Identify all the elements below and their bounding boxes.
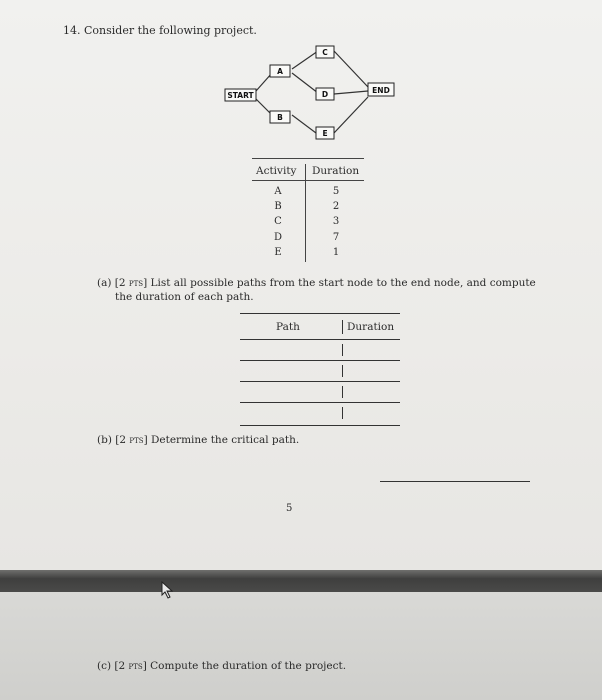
edge-c-end bbox=[334, 51, 368, 87]
cell-duration: 7 bbox=[332, 232, 340, 243]
edge-a-d bbox=[292, 73, 318, 93]
answer-table-rule-header bbox=[240, 339, 400, 340]
cell-activity: A bbox=[274, 186, 282, 197]
cell-activity: D bbox=[273, 232, 283, 243]
page-number: 5 bbox=[286, 503, 293, 514]
edge-a-c bbox=[292, 51, 318, 69]
cell-duration: 5 bbox=[332, 186, 340, 197]
node-start: START bbox=[227, 91, 254, 100]
part-c-question: (c) [2 pts] Compute the duration of the project. bbox=[97, 660, 347, 672]
answer-table-divider bbox=[342, 320, 343, 334]
cell-duration: 3 bbox=[332, 216, 340, 227]
answer-table-rule-top bbox=[240, 313, 400, 314]
table-rule-top bbox=[252, 158, 364, 159]
cell-duration: 1 bbox=[332, 247, 340, 258]
critical-path-answer-line bbox=[380, 481, 530, 482]
table-column-divider bbox=[305, 164, 306, 262]
cell-activity: C bbox=[274, 216, 282, 227]
cell-duration: 2 bbox=[332, 201, 340, 212]
project-network-diagram bbox=[222, 43, 402, 151]
part-a-question: (a) [2 pts] List all possible paths from the start node to the end node, and compute bbox=[97, 277, 536, 289]
header-duration: Duration bbox=[312, 165, 360, 177]
path-duration-answer-table bbox=[240, 313, 400, 428]
edge-d-end bbox=[334, 91, 368, 94]
cell-activity: B bbox=[274, 201, 282, 212]
cell-activity: E bbox=[274, 247, 282, 258]
problem-title: 14. Consider the following project. bbox=[63, 24, 257, 37]
node-e: E bbox=[322, 129, 328, 138]
node-d: D bbox=[321, 90, 329, 99]
node-end: END bbox=[372, 86, 390, 95]
part-b-question: (b) [2 pts] Determine the critical path. bbox=[97, 434, 300, 446]
worksheet-page-bottom bbox=[0, 592, 602, 700]
header-duration: Duration bbox=[347, 321, 395, 333]
edge-e-end bbox=[334, 97, 368, 133]
answer-table-divider bbox=[342, 365, 343, 377]
answer-table-divider bbox=[342, 407, 343, 419]
answer-row-line bbox=[240, 360, 400, 361]
answer-row-line bbox=[240, 402, 400, 403]
part-a-question-continued: the duration of each path. bbox=[115, 291, 254, 303]
answer-table-divider bbox=[342, 386, 343, 398]
mouse-cursor-icon bbox=[160, 581, 176, 599]
header-activity: Activity bbox=[256, 165, 297, 177]
edge-b-e bbox=[292, 115, 316, 133]
node-c: C bbox=[322, 48, 328, 57]
table-rule-header bbox=[252, 180, 364, 181]
node-b: B bbox=[277, 113, 283, 122]
header-path: Path bbox=[276, 321, 300, 333]
page-gap-shadow bbox=[0, 570, 602, 592]
answer-row-line bbox=[240, 381, 400, 382]
answer-table-divider bbox=[342, 344, 343, 356]
node-a: A bbox=[277, 67, 283, 76]
answer-row-line bbox=[240, 425, 400, 426]
